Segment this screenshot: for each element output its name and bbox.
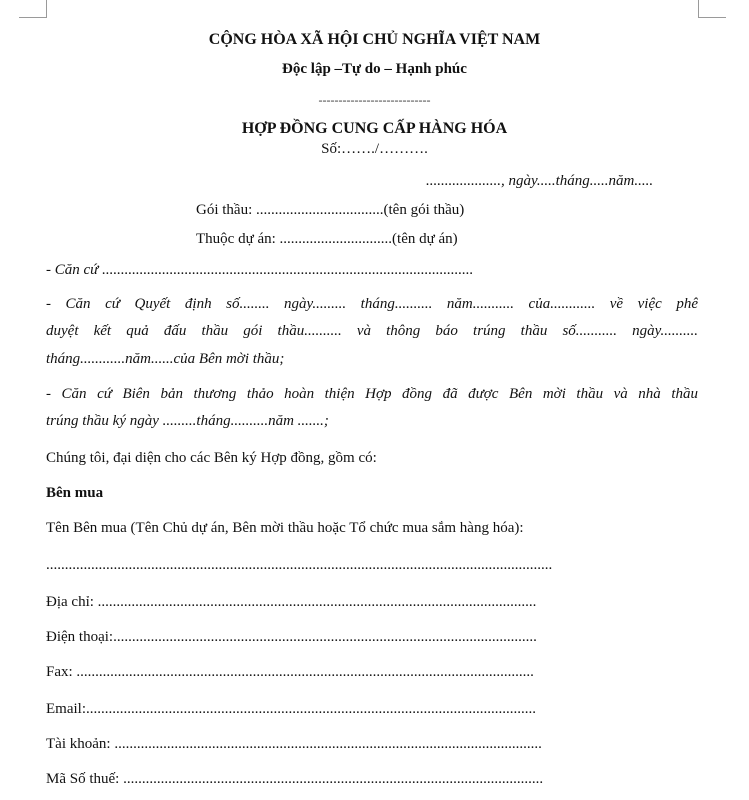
nation-heading: CỘNG HÒA XÃ HỘI CHỦ NGHĨA VIỆT NAM	[208, 31, 541, 48]
basis-text-1: Căn cứ ...................................................................................................	[54, 262, 474, 278]
basis-para-3-line-1: - Căn cứ Biên bản thương thảo hoàn thiện Hợp đồng đã được Bên mời thầu và nhà thầu	[46, 386, 698, 402]
project-line: Thuộc dự án: ..............................(tên dự án)	[196, 231, 458, 247]
contract-number: Số:……./……….	[321, 141, 428, 157]
right-crop-mark	[698, 0, 726, 18]
account-field: Tài khoản: ..................................................................................................................	[46, 736, 542, 752]
parties-intro: Chúng tôi, đại diện cho các Bên ký Hợp đồng, gồm có:	[46, 450, 377, 466]
basis-para-2-line-3: tháng............năm......của Bên mời thầu;	[46, 351, 285, 367]
phone-field: Điện thoại:.................................................................................................................	[46, 629, 537, 645]
email-field: Email:........................................................................................................................	[46, 701, 536, 717]
basis-para-3-line-2: trúng thầu ký ngày .........tháng..........năm .......;	[46, 413, 329, 429]
basis-para-2-line-2: duyệt kết quả đấu thầu gói thầu.......... và thông báo trúng thầu số........... ngày..........	[46, 323, 698, 339]
address-field: Địa chỉ: .....................................................................................................................	[46, 594, 537, 610]
basis-line-1	[46, 261, 473, 279]
header-separator: ----------------------------	[318, 93, 431, 107]
contract-title: HỢP ĐỒNG CUNG CẤP HÀNG HÓA	[241, 120, 508, 137]
fax-field: Fax: ..........................................................................................................................	[46, 664, 534, 680]
left-crop-mark	[19, 0, 47, 18]
basis-para-2-line-1: - Căn cứ Quyết định số........ ngày......... tháng.......... năm........... của............ về việc phê	[46, 296, 698, 312]
buyer-name-label: Tên Bên mua (Tên Chủ dự án, Bên mời thầu hoặc Tổ chức mua sắm hàng hóa):	[46, 520, 524, 536]
buyer-name-blank: .......................................................................................................................................	[46, 557, 553, 573]
date-line: ...................., ngày.....tháng.....năm.....	[426, 173, 654, 189]
motto: Độc lập –Tự do – Hạnh phúc	[282, 61, 467, 77]
tax-code-field: Mã Số thuế: ................................................................................................................	[46, 771, 544, 787]
buyer-heading: Bên mua	[46, 485, 104, 501]
package-line: Gói thầu: ..................................(tên gói thầu)	[196, 202, 465, 218]
basis-dash: -	[46, 262, 55, 278]
